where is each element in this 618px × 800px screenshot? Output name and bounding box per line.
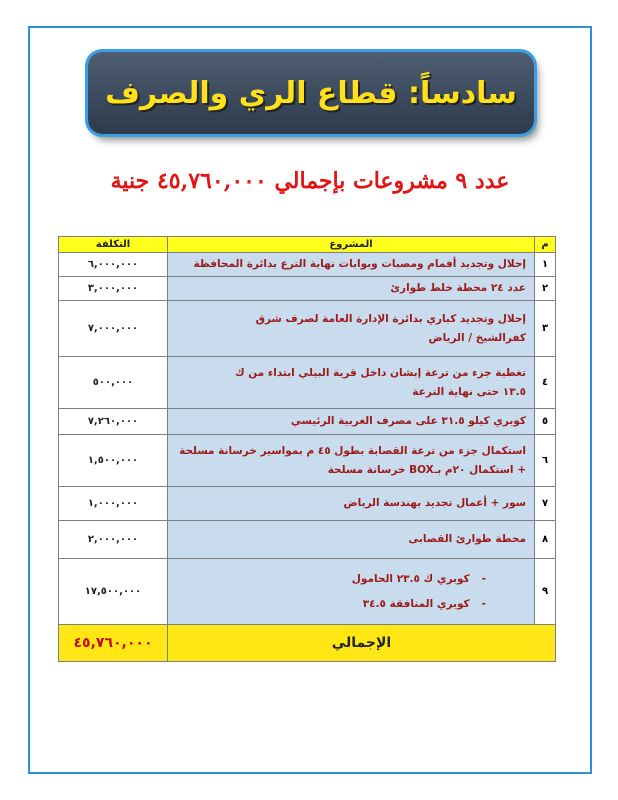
table-row [59,409,556,435]
title-banner [88,52,534,134]
project-line: + استكمال ٢٠م بـBOX خرسانة مسلحة [327,463,526,476]
total-label: الإجمالي [168,625,556,662]
table-row [59,521,556,559]
row-num: ٢ [535,277,556,301]
list-dash: - [481,597,486,610]
header-project: المشروع [168,237,535,253]
row-num: ٤ [535,357,556,409]
project-line: عدد ٢٤ محطة خلط طوارئ [390,282,526,294]
row-num: ٨ [535,521,556,559]
row-cost: ٧,٠٠٠,٠٠٠ [59,301,168,357]
row-project [168,435,535,487]
total-cost: ٤٥,٧٦٠,٠٠٠ [59,625,168,662]
row-project [168,253,535,277]
row-project [168,521,535,559]
table-row [59,301,556,357]
row-num: ٦ [535,435,556,487]
project-line: إحلال وتجديد أفمام ومصبات وبوابات نهاية الترع بدائرة المحافظة [193,258,526,270]
project-line: محطة طوارئ القصابى [408,533,526,545]
total-row [59,625,556,662]
row-project [168,277,535,301]
project-line: كوبري المنافقة ٣٤.٥ [362,597,470,610]
row-cost: ٥٠٠,٠٠٠ [59,357,168,409]
row-cost: ٧,٢٦٠,٠٠٠ [59,409,168,435]
page-title: سادساً: قطاع الري والصرف [105,75,517,111]
projects-table [58,236,556,662]
table-row [59,253,556,277]
project-line: سور + أعمال تجديد بهندسة الرياض [343,497,526,509]
list-dash: - [481,572,486,585]
project-line: تغطية جزء من ترعة إبشان داخل قرية البيلي ابتداء من ك [235,366,526,379]
row-num: ٩ [535,559,556,625]
row-cost: ٢,٠٠٠,٠٠٠ [59,521,168,559]
row-num: ٣ [535,301,556,357]
projects-summary: عدد ٩ مشروعات بإجمالي ٤٥,٧٦٠,٠٠٠ جنية [110,168,510,194]
table-header-row [59,237,556,253]
row-num: ١ [535,253,556,277]
project-line: إحلال وتجديد كباري بدائرة الإدارة العامة لصرف شرق [255,312,526,325]
row-project [168,559,535,625]
project-line: استكمال جزء من ترعة القصابة بطول ٤٥ م بمواسير خرسانة مسلحة [179,444,526,457]
row-project [168,357,535,409]
header-num: م [535,237,556,253]
header-cost: التكلفة [59,237,168,253]
table-row [59,559,556,625]
project-line: كوبري ك ٢٣.٥ الحامول [351,572,470,585]
project-sub-item [176,595,526,614]
table-row [59,487,556,521]
table-row [59,277,556,301]
table-row [59,357,556,409]
project-line: كفرالشيخ / الرياض [428,331,526,344]
row-project [168,487,535,521]
row-cost: ٦,٠٠٠,٠٠٠ [59,253,168,277]
table-row [59,435,556,487]
row-cost: ٣,٠٠٠,٠٠٠ [59,277,168,301]
project-line: ١٣.٥ حتى نهاية الترعة [412,385,526,398]
row-num: ٥ [535,409,556,435]
row-project [168,409,535,435]
row-cost: ١٧,٥٠٠,٠٠٠ [59,559,168,625]
row-num: ٧ [535,487,556,521]
row-cost: ١,٥٠٠,٠٠٠ [59,435,168,487]
row-project [168,301,535,357]
project-sub-item [176,570,526,589]
row-cost: ١,٠٠٠,٠٠٠ [59,487,168,521]
project-line: كوبري كيلو ٣١.٥ على مصرف الغربية الرئيسي [290,415,526,427]
